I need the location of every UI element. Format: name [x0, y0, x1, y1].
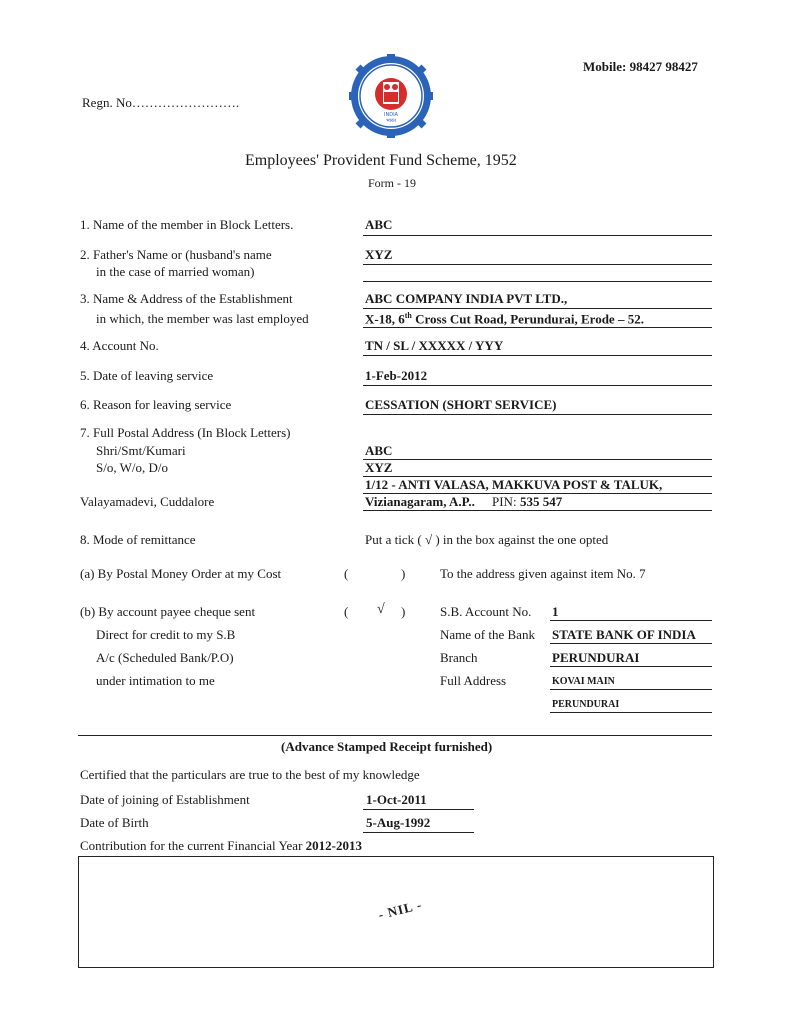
item3-underline [363, 308, 712, 309]
doj-label: Date of joining of Establishment [80, 792, 250, 807]
item1-value: ABC [365, 217, 393, 232]
logo-text-bharat: भारत [386, 118, 396, 124]
certification-text: Certified that the particulars are true to the best of my knowledge [80, 767, 420, 782]
option-b-label-line2: Direct for credit to my S.B [96, 627, 236, 642]
bank-name-value: STATE BANK OF INDIA [552, 627, 696, 642]
doj-value: 1-Oct-2011 [366, 792, 427, 807]
contribution-year: 2012-2013 [305, 838, 362, 853]
instruction-prefix: Put a tick ( [365, 532, 422, 547]
item3-value-line2 [365, 311, 644, 327]
item7-value4: Vizianagaram, A.P.. [365, 494, 475, 509]
sb-account-label: S.B. Account No. [440, 604, 532, 619]
bank-name-underline [550, 643, 712, 644]
item3-address-superscript: th [404, 311, 412, 320]
item7-label: 7. Full Postal Address (In Block Letters) [80, 425, 291, 440]
item7-value3: 1/12 - ANTI VALASA, MAKKUVA POST & TALUK, [365, 477, 663, 492]
option-a-open-paren: ( [344, 566, 349, 581]
dob-value: 5-Aug-1992 [366, 815, 431, 830]
sb-account-underline [550, 620, 712, 621]
full-address-underline1 [550, 689, 712, 690]
item7-pin: 535 547 [520, 494, 563, 509]
section-divider [78, 735, 712, 736]
item5-value: 1-Feb-2012 [365, 368, 428, 383]
item5-label: 5. Date of leaving service [80, 368, 214, 383]
item4-label: 4. Account No. [80, 338, 159, 353]
item3-label: 3. Name & Address of the Establishment [80, 291, 293, 306]
item7-label-line2: Shri/Smt/Kumari [96, 443, 186, 458]
doj-underline [363, 809, 474, 810]
option-b-label-line4: under intimation to me [96, 673, 215, 688]
option-b-open-paren: ( [344, 604, 349, 619]
item3-label-line2: in which, the member was last employed [96, 311, 309, 326]
option-b-label: (b) By account payee cheque sent [80, 604, 256, 619]
option-a-note: To the address given against item No. 7 [440, 566, 646, 581]
logo-text-india: INDIA [384, 112, 398, 118]
sb-account-value: 1 [552, 604, 559, 619]
item3-address-suffix: Cross Cut Road, Perundurai, Erode – 52. [411, 311, 644, 327]
item1-underline [363, 235, 712, 236]
item3-address-prefix: X-18, 6 [365, 311, 405, 327]
contribution-line [80, 838, 362, 854]
full-address-value1: KOVAI MAIN [552, 676, 615, 687]
instruction-suffix: ) in the box against the one opted [435, 532, 609, 547]
advance-receipt-note: (Advance Stamped Receipt furnished) [281, 739, 493, 754]
item4-value: TN / SL / XXXXX / YYY [365, 338, 504, 353]
contribution-label: Contribution for the current Financial Year [80, 838, 303, 853]
item4-underline [363, 355, 712, 356]
item6-value: CESSATION (SHORT SERVICE) [365, 397, 557, 412]
branch-value: PERUNDURAI [552, 650, 640, 665]
item7-value1: ABC [365, 443, 393, 458]
item1-label: 1. Name of the member in Block Letters. [80, 217, 294, 232]
bank-name-label: Name of the Bank [440, 627, 535, 642]
item5-underline [363, 385, 712, 386]
item2-underline [363, 264, 712, 265]
option-a-label: (a) By Postal Money Order at my Cost [80, 566, 282, 581]
item7-pin-label: PIN: [492, 494, 517, 509]
option-a-close-paren: ) [401, 566, 406, 581]
mobile-number: Mobile: 98427 98427 [583, 59, 698, 74]
option-b-label-line3: A/c (Scheduled Bank/P.O) [96, 650, 234, 665]
item7-value2: XYZ [365, 460, 393, 475]
regn-no: Regn. No……………………. [82, 95, 240, 110]
full-address-underline2 [550, 712, 712, 713]
full-address-value2: PERUNDURAI [552, 699, 620, 710]
item7-label-line4: Valayamadevi, Cuddalore [80, 494, 215, 509]
item6-label: 6. Reason for leaving service [80, 397, 232, 412]
dob-underline [363, 832, 474, 833]
item3-value: ABC COMPANY INDIA PVT LTD., [365, 291, 568, 306]
item2-label: 2. Father's Name or (husband's name [80, 247, 272, 262]
item2-label-line2: in the case of married woman) [96, 264, 255, 279]
form-number: Form - 19 [368, 176, 416, 190]
item6-underline [363, 414, 712, 415]
item7-label-line3: S/o, W/o, D/o [96, 460, 168, 475]
remittance-label: 8. Mode of remittance [80, 532, 196, 547]
epfo-logo [343, 54, 439, 138]
item2-value: XYZ [365, 247, 393, 262]
item2-underline2 [363, 281, 712, 282]
item7-underline4 [363, 510, 712, 511]
nil-stamp: - NIL - [376, 896, 424, 923]
dob-label: Date of Birth [80, 815, 149, 830]
full-address-label: Full Address [440, 673, 507, 688]
form-title: Employees' Provident Fund Scheme, 1952 [245, 152, 517, 169]
branch-underline [550, 666, 712, 667]
branch-label: Branch [440, 650, 478, 665]
option-b-tick: √ [377, 602, 385, 617]
remittance-instruction [365, 532, 608, 548]
item7-underline1 [363, 459, 712, 460]
option-b-close-paren: ) [401, 604, 406, 619]
tick-symbol: √ [424, 532, 433, 547]
item3-underline2 [363, 327, 712, 328]
